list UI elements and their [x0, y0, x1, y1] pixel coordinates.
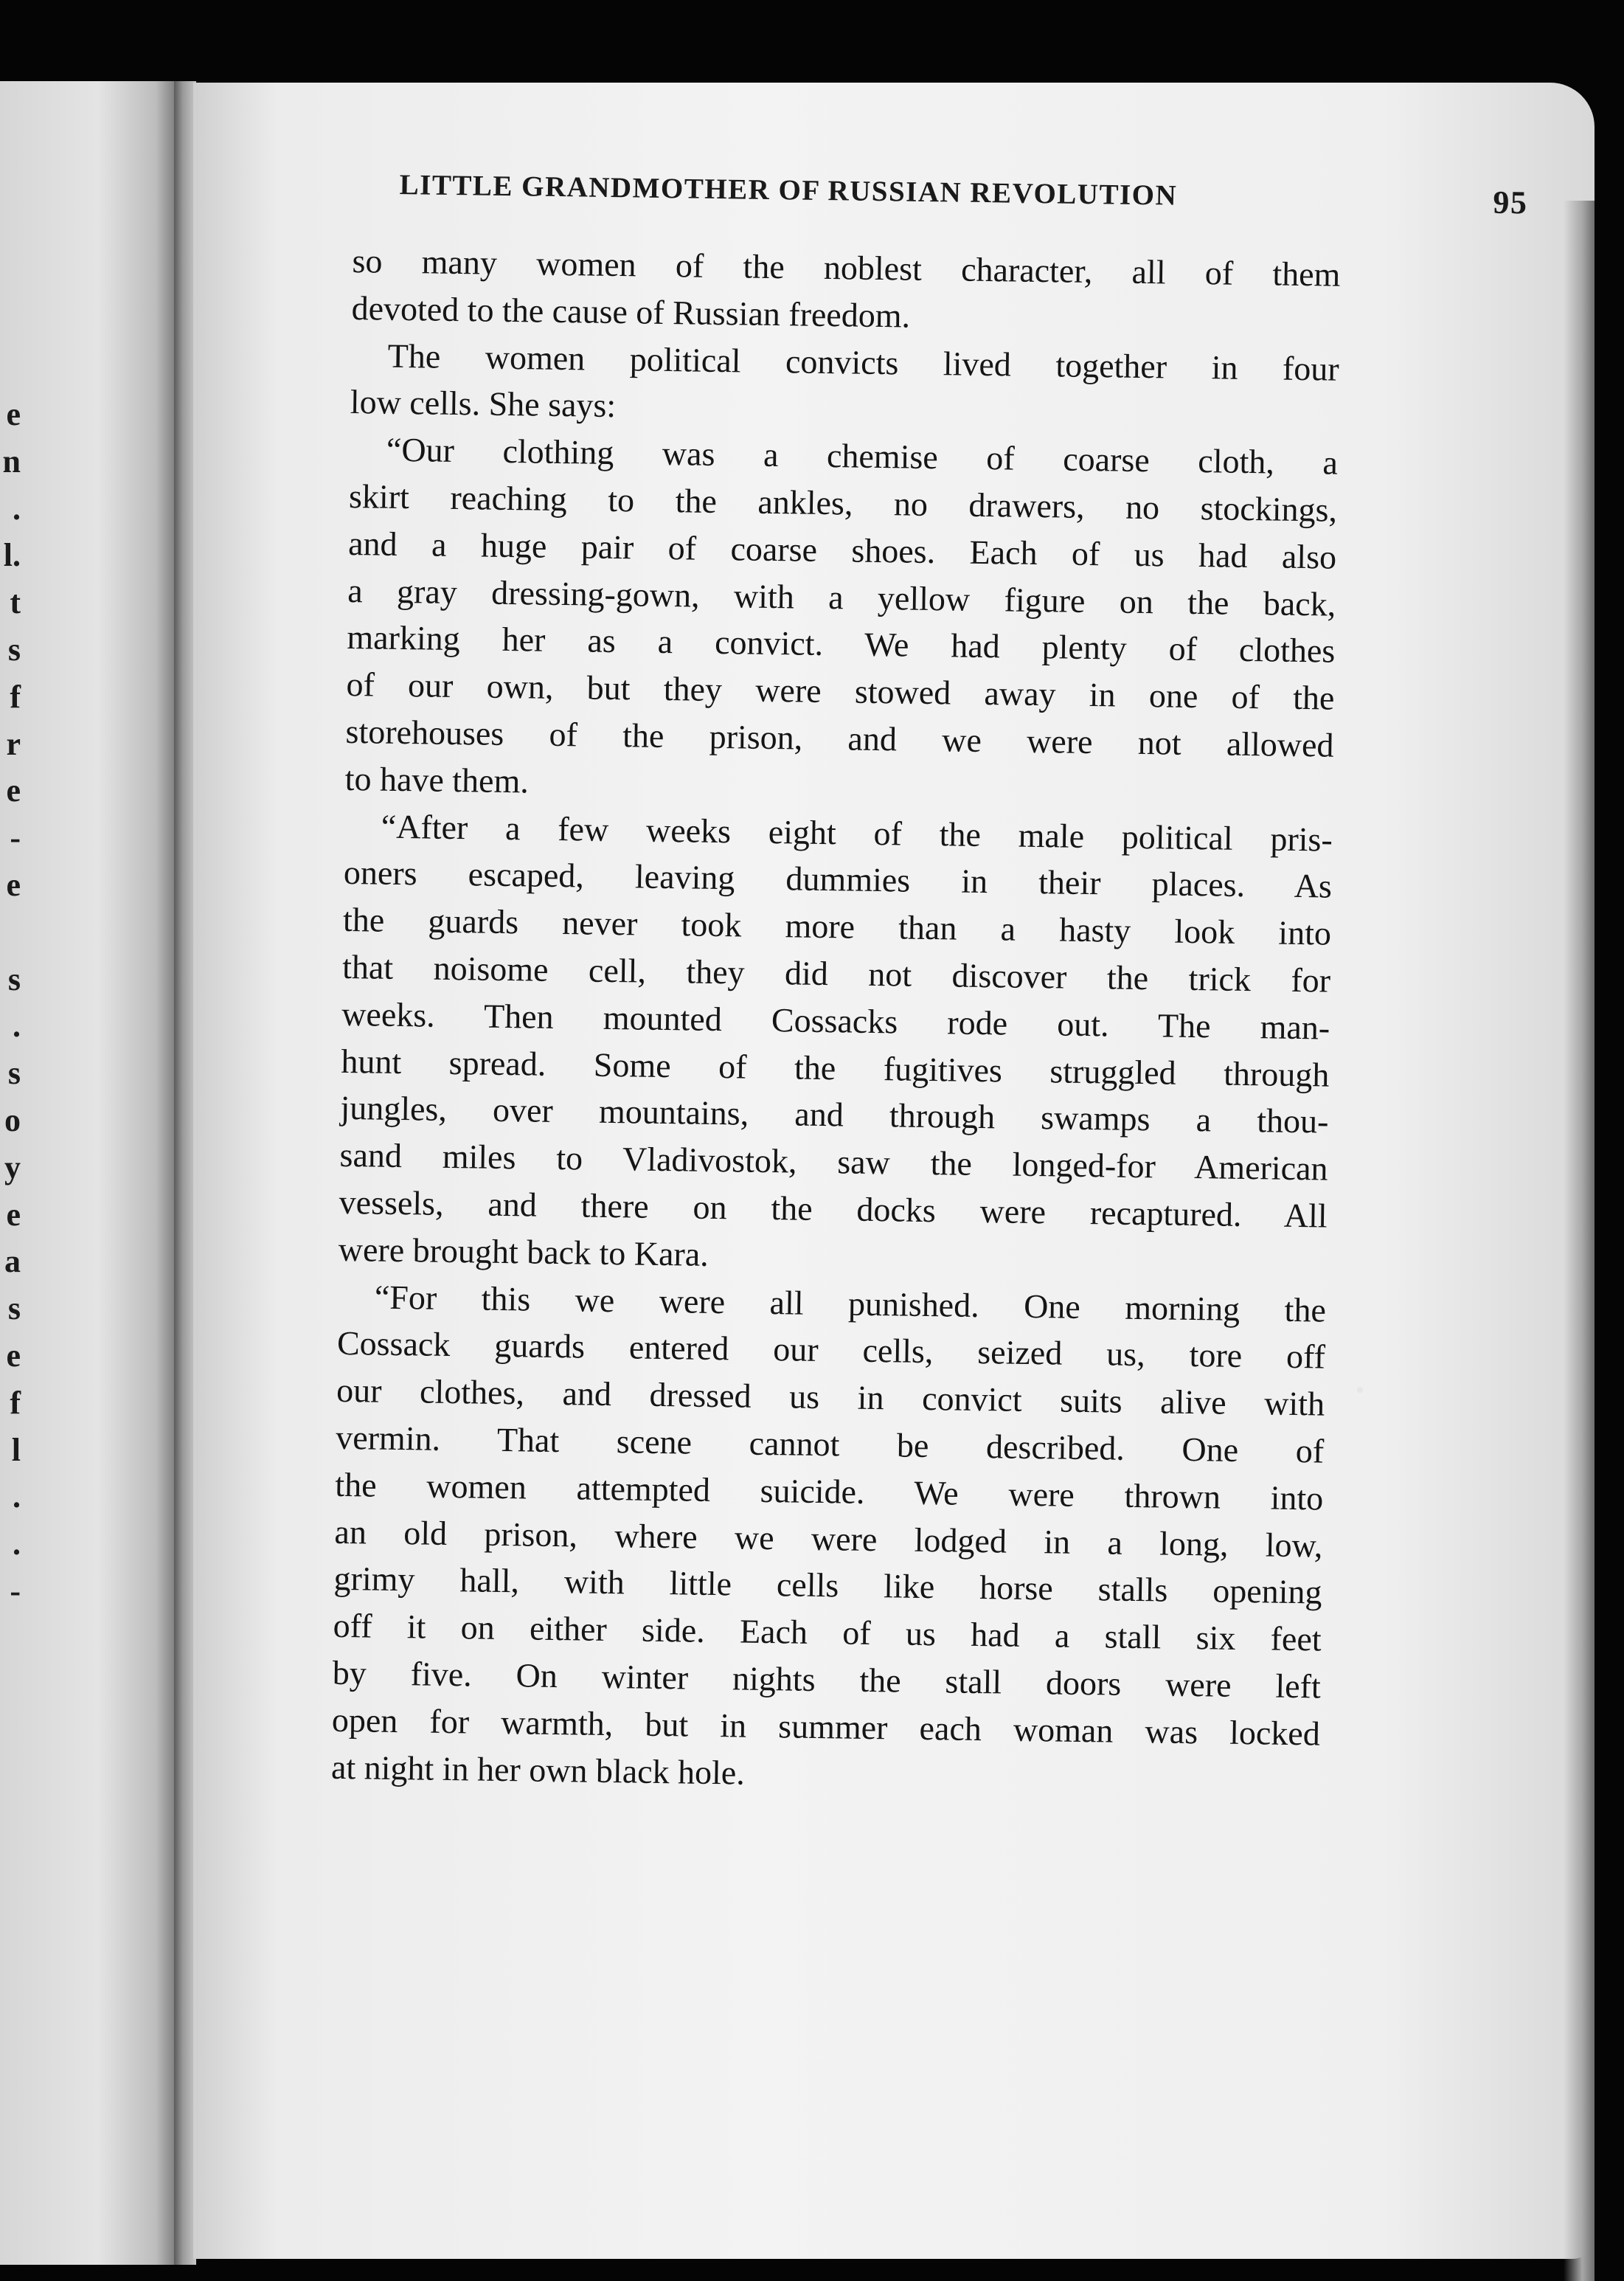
text-line: a gray dressing-gown, with a yellow figure on the back, [347, 571, 1336, 623]
facing-page-edge-char: e [6, 1196, 21, 1233]
text-line: to have them. [344, 759, 530, 800]
text-line: “After a few weeks eight of the male political pris- [381, 807, 1333, 859]
text-line: were brought back to Kara. [338, 1230, 709, 1273]
text-line: hunt spread. Some of the fugitives struggled through [341, 1042, 1330, 1094]
paragraph [350, 332, 1339, 440]
text-line: storehouses of the prison, and we were not allowed [345, 712, 1334, 764]
text-line: “Our clothing was a chemise of coarse cloth, a [386, 430, 1339, 482]
text-line: at night in her own black hole. [330, 1748, 746, 1792]
facing-page-edge-char: s [7, 1290, 21, 1327]
facing-page [0, 81, 177, 2265]
text-line: The women political convicts lived together in four [387, 336, 1340, 388]
running-head-title: LITTLE GRANDMOTHER OF RUSSIAN REVOLUTION [399, 168, 1178, 212]
facing-page-edge-char: t [10, 584, 21, 621]
facing-page-edge-char: e [6, 1337, 21, 1374]
text-line: low cells. She says: [350, 383, 617, 425]
text-line: open for warmth, but in summer each woman was locked [331, 1700, 1321, 1753]
text-line: jungles, over mountains, and through swamps a thou- [340, 1089, 1329, 1140]
facing-page-edge-char: . [13, 1478, 21, 1515]
text-line: oners escaped, leaving dummies in their places. As [343, 854, 1333, 905]
facing-page-edge-char [0, 909, 21, 956]
facing-page-edge-char: . [13, 490, 21, 527]
facing-page-edge-char: n [2, 443, 21, 480]
facing-page-edge-char: - [10, 1572, 21, 1609]
body-text [331, 238, 1341, 1804]
text-line: off it on either side. Each of us had a stall six feet [333, 1606, 1322, 1658]
facing-page-edge-text [0, 391, 21, 1615]
text-line: the guards never took more than a hasty look into [342, 901, 1332, 952]
facing-page-edge-char: . [13, 1008, 21, 1045]
facing-page-edge-char: r [6, 725, 21, 762]
text-line: weeks. Then mounted Cossacks rode out. The man- [341, 994, 1330, 1047]
facing-page-edge-char: a [4, 1243, 21, 1280]
facing-page-edge-char: s [7, 631, 21, 668]
text-line: vessels, and there on the docks were recaptured. All [339, 1183, 1328, 1235]
facing-page-edge-char: l [11, 1431, 21, 1468]
text-line: our clothes, and dressed us in convict suits alive with [336, 1371, 1325, 1423]
text-line: so many women of the noblest character, all of them [352, 241, 1341, 294]
text-line: by five. On winter nights the stall doors were left [332, 1653, 1322, 1706]
paragraph [331, 1273, 1327, 1804]
facing-page-edge-char: e [6, 396, 21, 432]
page-edge-shadow [1564, 201, 1594, 2281]
facing-page-edge-char: s [7, 1055, 21, 1092]
text-line: marking her as a convict. We had plenty of clothes [347, 618, 1336, 671]
facing-page-edge-char: e [6, 772, 21, 809]
facing-page-edge-char: - [10, 820, 21, 856]
page-number: 95 [1493, 184, 1528, 221]
text-line: grimy hall, with little cells like horse stalls opening [333, 1560, 1322, 1611]
facing-page-edge-char: s [7, 960, 21, 997]
facing-page-edge-char: l. [3, 537, 21, 574]
facing-page-edge-char: f [10, 678, 21, 715]
text-line: and a huge pair of coarse shoes. Each of us had also [347, 524, 1337, 576]
facing-page-edge-char: y [4, 1149, 21, 1186]
text-line: the women attempted suicide. We were thrown into [335, 1465, 1324, 1517]
text-line: vermin. That scene cannot be described. One of [335, 1418, 1325, 1470]
paragraph [351, 238, 1341, 345]
text-line: Cossack guards entered our cells, seized us, tore off [336, 1324, 1326, 1376]
facing-page-edge-char: e [6, 866, 21, 903]
text-line: “For this we were all punished. One morning the [374, 1278, 1327, 1329]
text-line: skirt reaching to the ankles, no drawers, no stockings, [348, 477, 1338, 529]
paragraph [344, 426, 1338, 816]
text-line: devoted to the cause of Russian freedom. [351, 288, 911, 335]
dust-speck [1357, 1387, 1363, 1393]
text-line: sand miles to Vladivostok, saw the longed-for American [339, 1136, 1328, 1188]
text-line: of our own, but they were stowed away in one of the [346, 665, 1335, 717]
text-line: that noisome cell, they did not discover the trick for [341, 947, 1331, 1000]
facing-page-edge-char: . [13, 1526, 21, 1562]
facing-page-edge-char: f [10, 1384, 21, 1421]
text-line: an old prison, where we were lodged in a long, low, [334, 1512, 1323, 1565]
paragraph [338, 802, 1333, 1287]
facing-page-edge-char: o [4, 1101, 21, 1138]
